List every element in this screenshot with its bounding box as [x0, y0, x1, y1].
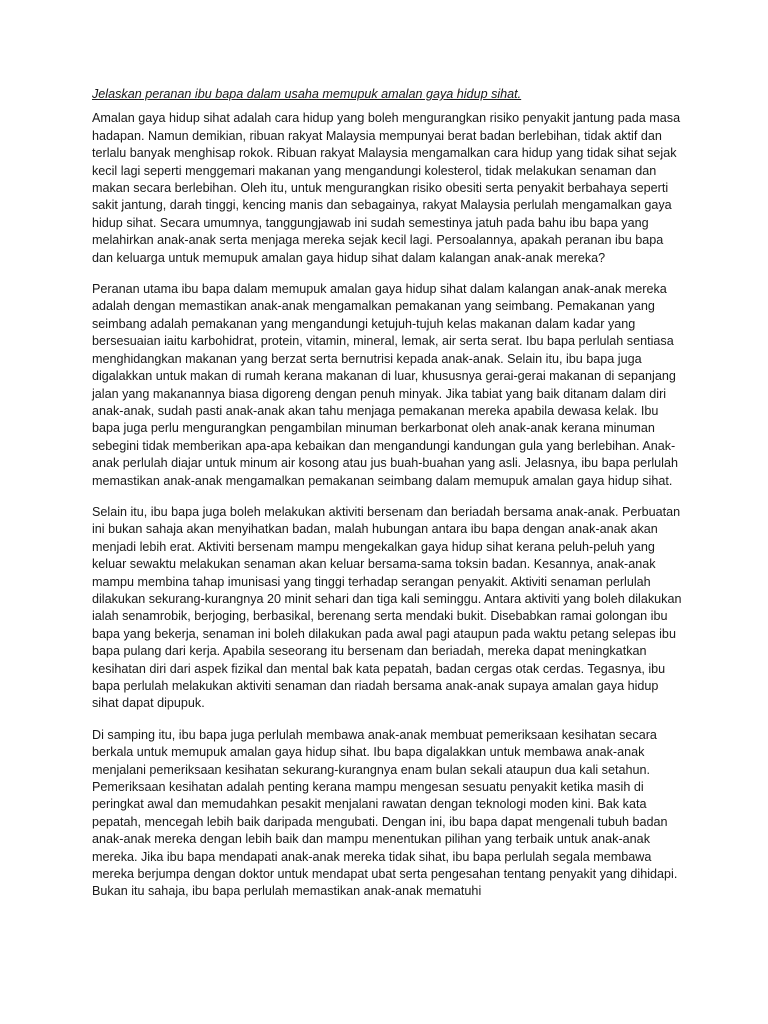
paragraph-health-checkup: Di samping itu, ibu bapa juga perlulah membawa anak-anak membuat pemeriksaan kesihatan secara berkala untuk memupuk amalan gaya hidup sihat. Ibu bapa digalakkan untuk membawa anak-anak menjalani pemeriksaan kesihatan sekurang-kurangnya enam bulan sekali ataupun dua kali setahun. Pemeriksaan kesihatan adalah penting kerana mampu mengesan sesuatu penyakit ketika masih di peringkat awal dan memudahkan pesakit menjalani rawatan dengan teknologi moden kini. Bak kata pepatah, mencegah lebih baik daripada mengubati. Dengan ini, ibu bapa dapat mengenali tubuh badan anak-anak mereka dengan lebih baik dan mampu menentukan pilihan yang terbaik untuk anak-anak mereka. Jika ibu bapa mendapati anak-anak mereka tidak sihat, ibu bapa perlulah segala membawa mereka berjumpa dengan doktor untuk mendapat ubat serta pengesahan tentang penyakit yang dihidapi. Bukan itu sahaja, ibu bapa perlulah memastikan anak-anak mematuhi	[92, 727, 678, 899]
document-body	[92, 86, 684, 915]
paragraph-balanced-diet: Peranan utama ibu bapa dalam memupuk amalan gaya hidup sihat dalam kalangan anak-anak mereka adalah dengan memastikan anak-anak mengamalkan pemakanan yang seimbang. Pemakanan yang seimbang adalah pemakanan yang mengandungi ketujuh-tujuh kelas makanan dalam kadar yang bersesuaian iaitu karbohidrat, protein, vitamin, mineral, lemak, air serta serat. Ibu bapa perlulah sentiasa menghidangkan makanan yang berzat serta bernutrisi kepada anak-anak. Selain itu, ibu bapa juga digalakkan untuk makan di rumah kerana makanan di luar, khususnya gerai-gerai makanan di sepanjang jalan yang makanannya biasa digoreng dengan penuh minyak. Jika tabiat yang baik ditanam dalam diri anak-anak, sudah pasti anak-anak akan tahu menjaga pemakanan mereka apabila dewasa kelak. Ibu bapa juga perlu mengurangkan pengambilan minuman berkarbonat oleh anak-anak kerana minuman sebegini tidak memberikan apa-apa kebaikan dan mengandungi kandungan gula yang berlebihan. Anak-anak perlulah diajar untuk minum air kosong atau jus buah-buahan yang asli. Jelasnya, ibu bapa perlulah memastikan anak-anak mengamalkan pemakanan seimbang dalam memupuk amalan gaya hidup sihat.	[92, 282, 678, 488]
essay-title: Jelaskan peranan ibu bapa dalam usaha memupuk amalan gaya hidup sihat.	[92, 87, 522, 101]
paragraph-exercise: Selain itu, ibu bapa juga boleh melakukan aktiviti bersenam dan beriadah bersama anak-anak. Perbuatan ini bukan sahaja akan menyihatkan badan, malah hubungan antara ibu bapa dengan anak-anak akan menjadi lebih erat. Aktiviti bersenam mampu mengekalkan gaya hidup sihat kerana peluh-peluh yang keluar sewaktu melakukan senaman akan keluar bersama-sama toksin badan. Kesannya, anak-anak mampu membina tahap imunisasi yang tinggi terhadap serangan penyakit. Aktiviti senaman perlulah dilakukan sekurang-kurangnya 20 minit sehari dan tiga kali seminggu. Antara aktiviti yang boleh dilakukan ialah senamrobik, berjoging, berbasikal, berenang serta mendaki bukit. Disebabkan ramai golongan ibu bapa yang bekerja, senaman ini boleh dilakukan pada awal pagi ataupun pada waktu petang selepas ibu bapa pulang dari kerja. Apabila seseorang itu bersenam dan beriadah, mereka dapat meningkatkan kesihatan diri dari aspek fizikal dan mental bak kata pepatah, badan cergas otak cerdas. Tegasnya, ibu bapa perlulah melakukan aktiviti senaman dan riadah bersama anak-anak supaya amalan gaya hidup sihat dapat dipupuk.	[92, 504, 682, 711]
paragraph-introduction: Amalan gaya hidup sihat adalah cara hidup yang boleh mengurangkan risiko penyakit jantung pada masa hadapan. Namun demikian, ribuan rakyat Malaysia mempunyai berat badan berlebihan, tidak aktif dan terlalu banyak menghisap rokok. Ribuan rakyat Malaysia mengamalkan cara hidup yang tidak sihat sejak kecil lagi seperti menggemari makanan yang mengandungi kolesterol, tidak melakukan senaman dan makan secara berlebihan. Oleh itu, untuk mengurangkan risiko obesiti serta penyakit berbahaya seperti sakit jantung, darah tinggi, kencing manis dan sebagainya, rakyat Malaysia perlulah mengamalkan gaya hidup sihat. Secara umumnya, tanggungjawab ini sudah semestinya jatuh pada bahu ibu bapa yang melahirkan anak-anak serta menjaga mereka sejak kecil lagi. Persoalannya, apakah peranan ibu bapa dan keluarga untuk memupuk amalan gaya hidup sihat dalam kalangan anak-anak mereka?	[92, 111, 681, 265]
